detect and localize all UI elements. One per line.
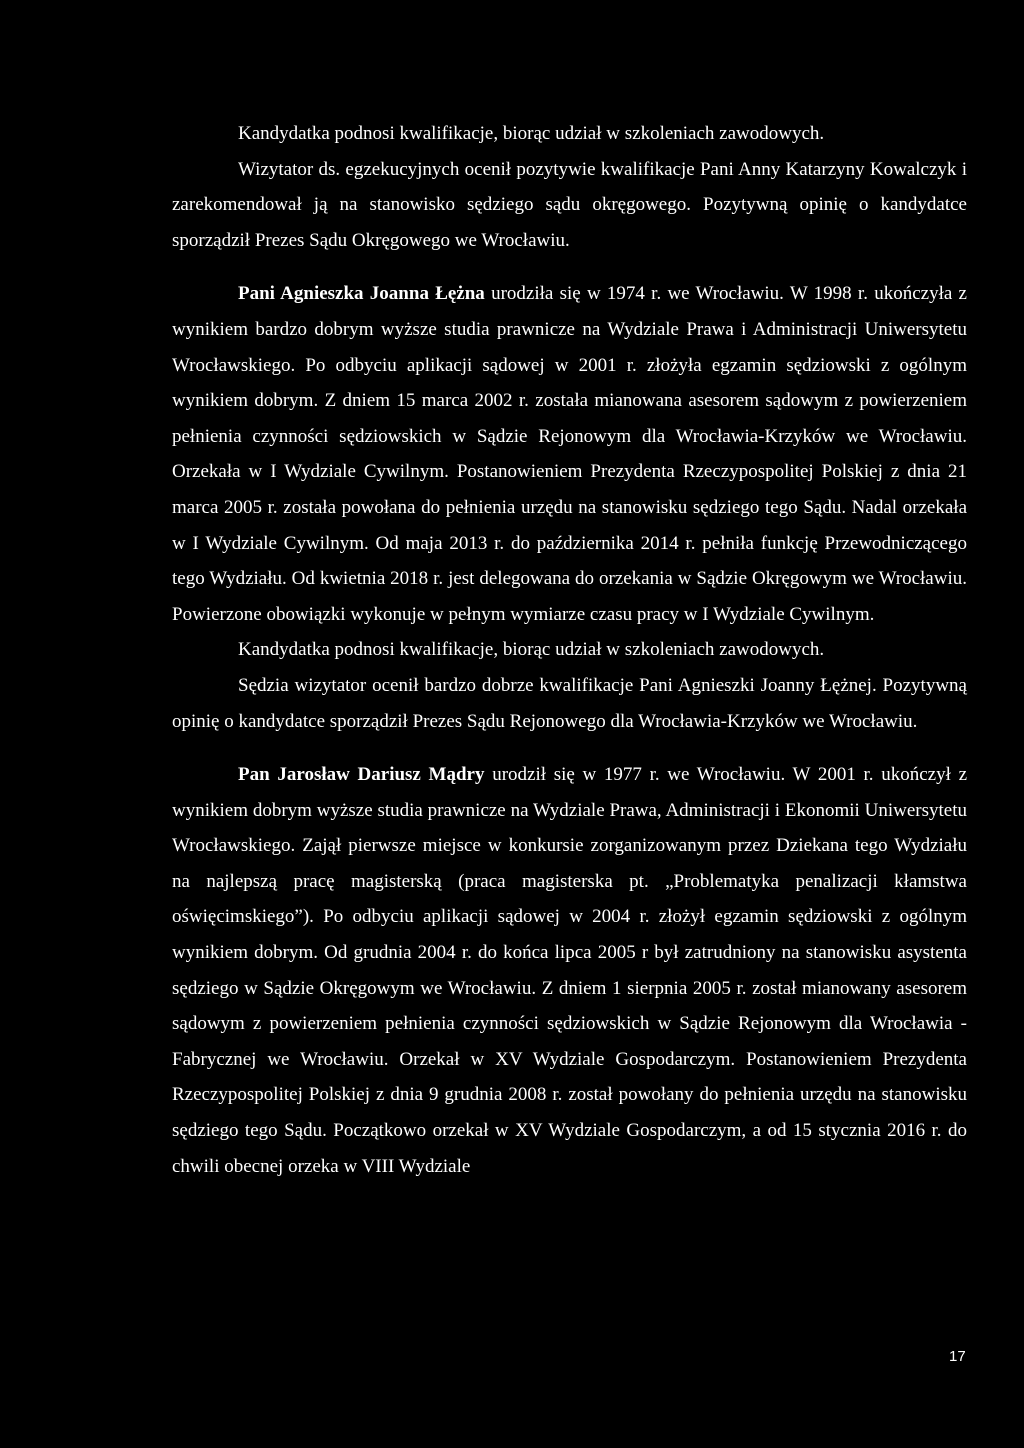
paragraph-visitor-opinion-1: Wizytator ds. egzekucyjnych ocenił pozytywie kwalifikacje Pani Anny Katarzyny Kowalczyk i zarekomendował ją na stanowisko sędziego sądu okręgowego. Pozytywną opinię o kandydatce sporządził Prezes Sądu Okręgowego we Wrocławiu. bbox=[172, 158, 967, 251]
paragraph-qualifications-2: Kandydatka podnosi kwalifikacje, biorąc udział w szkoleniach zawodowych. bbox=[238, 639, 825, 661]
candidate-name-lezna: Pani Agnieszka Joanna Łężna bbox=[238, 283, 485, 305]
paragraph-gap bbox=[172, 258, 967, 276]
paragraph-candidate-lezna bbox=[172, 276, 967, 632]
document-body bbox=[172, 116, 967, 1184]
paragraph-qualifications-1: Kandydatka podnosi kwalifikacje, biorąc udział w szkoleniach zawodowych. bbox=[238, 123, 825, 144]
candidate-name-madry: Pan Jarosław Dariusz Mądry bbox=[238, 764, 485, 786]
paragraph-gap bbox=[172, 739, 967, 757]
candidate-bio-lezna: urodziła się w 1974 r. we Wrocławiu. W 1998 r. ukończyła z wynikiem bardzo dobrym wyższe studia prawnicze na Wydziale Prawa i Administracji Uniwersytetu Wrocławskiego. Po odbyciu aplikacji sądowej w 2001 r. złożyła egzamin sędziowski z ogólnym wynikiem dobrym. Z dniem 15 marca 2002 r. została mianowana asesorem sądowym z powierzeniem pełnienia czynności sędziowskich w Sądzie Rejonowym dla Wrocławia-Krzyków we Wrocławiu. Orzekała w I Wydziale Cywilnym. Postanowieniem Prezydenta Rzeczypospolitej Polskiej z dnia 21 marca 2005 r. została powołana do pełnienia urzędu na stanowisku sędziego tego Sądu. Nadal orzekała w I Wydziale Cywilnym. Od maja 2013 r. do października 2014 r. pełniła funkcję Przewodniczącego tego Wydziału. Od kwietnia 2018 r. jest delegowana do orzekania w Sądzie Okręgowym we Wrocławiu. Powierzone obowiązki wykonuje w pełnym wymiarze czasu pracy w I Wydziale Cywilnym. bbox=[172, 283, 967, 625]
candidate-bio-madry: urodził się w 1977 r. we Wrocławiu. W 2001 r. ukończył z wynikiem dobrym wyższe studia prawnicze na Wydziale Prawa, Administracji i Ekonomii Uniwersytetu Wrocławskiego. Zajął pierwsze miejsce w konkursie zorganizowanym przez Dziekana tego Wydziału na najlepszą pracę magisterską (praca magisterska pt. „Problematyka penalizacji kłamstwa oświęcimskiego”). Po odbyciu aplikacji sądowej w 2004 r. złożył egzamin sędziowski z ogólnym wynikiem dobrym. Od grudnia 2004 r. do końca lipca 2005 r był zatrudniony na stanowisku asystenta sędziego w Sądzie Okręgowym we Wrocławiu. Z dniem 1 sierpnia 2005 r. został mianowany asesorem sądowym z powierzeniem pełnienia czynności sędziowskich w Sądzie Rejonowym dla Wrocławia -Fabrycznej we Wrocławiu. Orzekał w XV Wydziale Gospodarczym. Postanowieniem Prezydenta Rzeczypospolitej Polskiej z dnia 9 grudnia 2008 r. został powołany do pełnienia urzędu na stanowisku sędziego tego Sądu. Początkowo orzekał w XV Wydziale Gospodarczym, a od 15 stycznia 2016 r. do chwili obecnej orzeka w VIII Wydziale bbox=[172, 764, 968, 1177]
paragraph-visitor-opinion-2: Sędzia wizytator ocenił bardzo dobrze kwalifikacje Pani Agnieszki Joanny Łężnej. Pozytywną opinię o kandydatce sporządził Prezes Sądu Rejonowego dla Wrocławia-Krzyków we Wrocławiu. bbox=[172, 674, 967, 732]
paragraph-candidate-madry bbox=[172, 757, 967, 1184]
page-number: 17 bbox=[949, 1348, 966, 1365]
